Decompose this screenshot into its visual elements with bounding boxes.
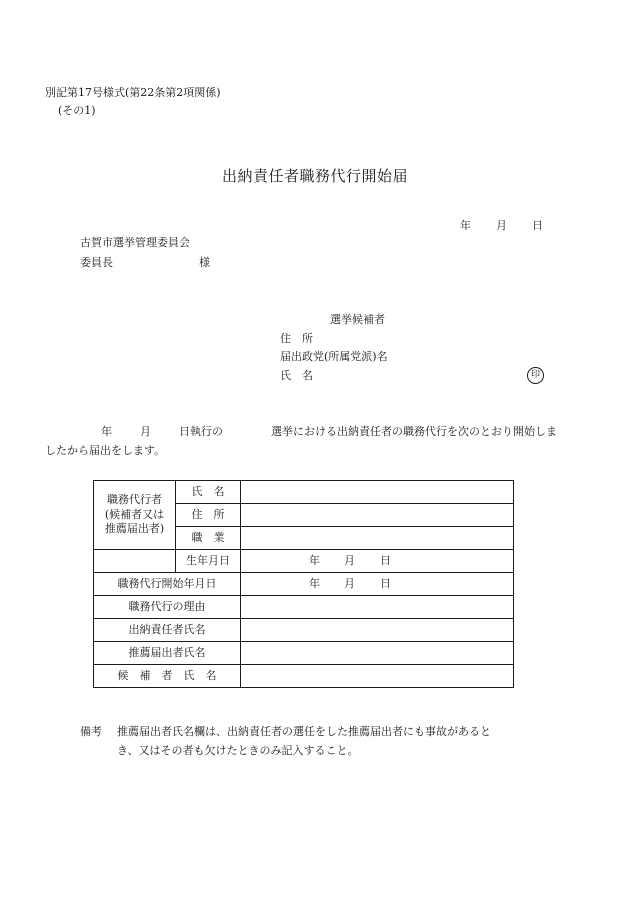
date-year-label: 年 <box>460 219 471 232</box>
date-month-label: 月 <box>496 219 507 232</box>
start-month-label: 月 <box>344 577 355 590</box>
candidate-name-label: 候 補 者 氏 名 <box>94 665 241 688</box>
start-date-field[interactable] <box>241 573 514 596</box>
treasurer-name-field[interactable] <box>241 619 514 642</box>
body-month-label: 月 <box>140 425 151 438</box>
submitter-party-label: 届出政党(所属党派)名 <box>280 350 388 363</box>
start-year-label: 年 <box>309 577 320 590</box>
agent-birth-label: 生年月日 <box>176 550 241 573</box>
start-date-label: 職務代行開始年月日 <box>94 573 241 596</box>
table-row <box>94 596 514 619</box>
agent-name-field[interactable] <box>241 481 514 504</box>
birth-day-label: 日 <box>380 554 391 567</box>
recommender-name-label: 推薦届出者氏名 <box>94 642 241 665</box>
table-row <box>94 550 514 573</box>
addressee-honorific: 様 <box>199 256 210 269</box>
addressee-chair: 委員長 <box>80 256 113 269</box>
body-text-line1: 選挙における出納責任者の職務代行を次のとおり開始しま <box>271 425 557 438</box>
candidate-name-field[interactable] <box>241 665 514 688</box>
table-row <box>94 573 514 596</box>
submitter-name-label: 氏 名 <box>280 369 313 382</box>
agent-group-label-line3: 推薦届出者) <box>104 522 165 536</box>
submitter-address-label: 住 所 <box>280 332 313 345</box>
agent-birth-spacer <box>94 550 176 573</box>
agent-address-label: 住 所 <box>176 504 241 527</box>
start-day-label: 日 <box>380 577 391 590</box>
addressee-committee: 古賀市選挙管理委員会 <box>80 236 190 249</box>
agent-group-label-line1: 職務代行者 <box>107 492 162 506</box>
submitter-heading: 選挙候補者 <box>330 313 385 326</box>
agent-group-label <box>94 481 176 550</box>
agent-occupation-field[interactable] <box>241 527 514 550</box>
body-day-label: 日執行の <box>179 425 223 438</box>
agent-address-field[interactable] <box>241 504 514 527</box>
recommender-name-field[interactable] <box>241 642 514 665</box>
agent-birth-field[interactable] <box>241 550 514 573</box>
reason-label: 職務代行の理由 <box>94 596 241 619</box>
table-row <box>94 619 514 642</box>
notes-line1: 推薦届出者氏名欄は、出納責任者の選任をした推薦届出者にも事故があると <box>117 725 491 738</box>
treasurer-name-label: 出納責任者氏名 <box>94 619 241 642</box>
table-row <box>94 642 514 665</box>
form-reference: 別記第17号様式(第22条第2項関係) <box>45 86 221 99</box>
agent-occupation-label: 職 業 <box>176 527 241 550</box>
notes-heading: 備考 <box>80 725 102 738</box>
date-day-label: 日 <box>532 219 543 232</box>
table-row <box>94 481 514 504</box>
seal-icon: 印 <box>527 367 544 384</box>
body-text-line2: したから届出をします。 <box>45 444 166 457</box>
agent-group-label-line2: (候補者又は <box>104 507 165 521</box>
body-year-label: 年 <box>101 425 112 438</box>
notes-line2: き、又はその者も欠けたときのみ記入すること。 <box>117 744 359 757</box>
reason-field[interactable] <box>241 596 514 619</box>
birth-month-label: 月 <box>344 554 355 567</box>
agent-name-label: 氏 名 <box>176 481 241 504</box>
table-row <box>94 665 514 688</box>
birth-year-label: 年 <box>309 554 320 567</box>
form-subnumber: (その1) <box>58 104 96 117</box>
notification-table <box>93 480 514 688</box>
page-title: 出納責任者職務代行開始届 <box>221 167 408 185</box>
